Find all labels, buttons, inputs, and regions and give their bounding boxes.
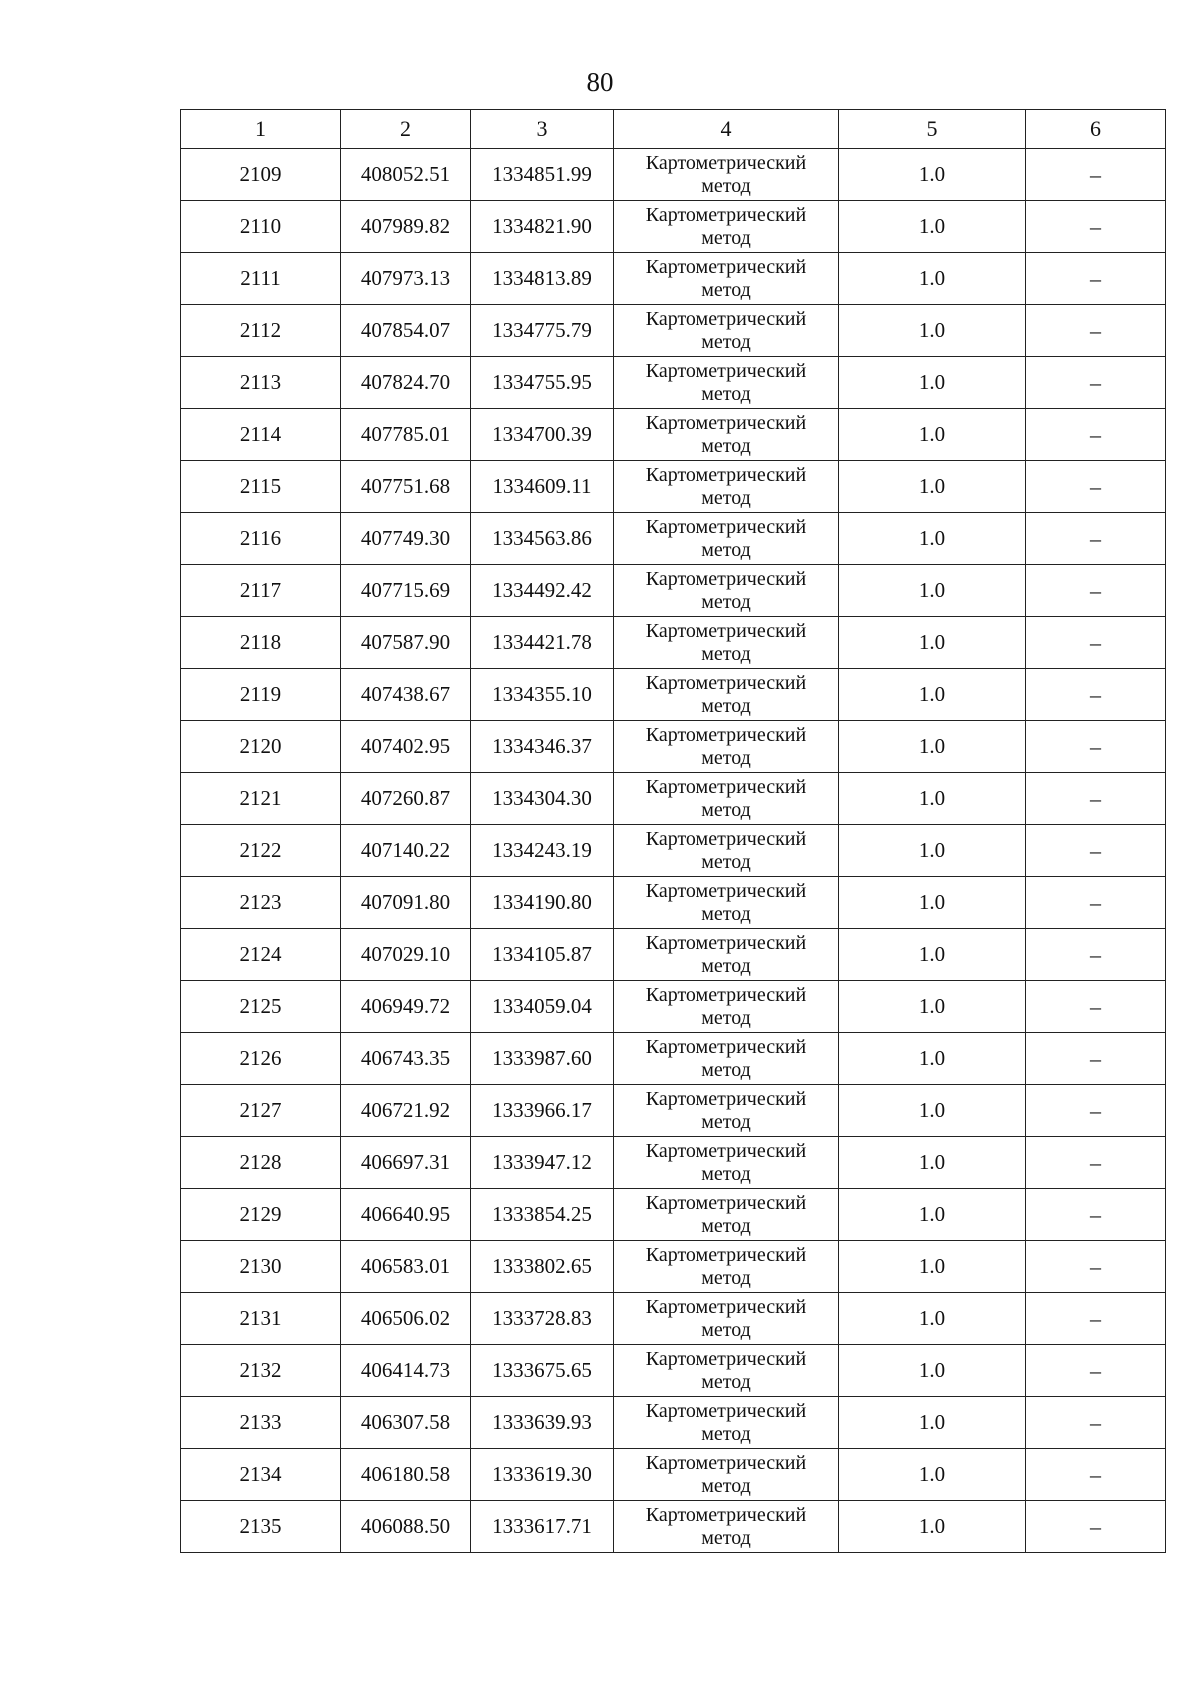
method-text-line2: метод bbox=[701, 1318, 751, 1341]
method-text-line2: метод bbox=[701, 1110, 751, 1133]
table-row bbox=[181, 773, 1166, 825]
table-row bbox=[181, 1501, 1166, 1553]
note-cell: – bbox=[1026, 669, 1166, 721]
point-number-cell: 2116 bbox=[181, 513, 341, 565]
method-text-line1: Картометрический bbox=[645, 359, 807, 382]
x-coordinate-cell: 406307.58 bbox=[341, 1397, 471, 1449]
x-coordinate-cell: 407989.82 bbox=[341, 201, 471, 253]
y-coordinate-cell: 1333987.60 bbox=[471, 1033, 614, 1085]
method-text-line2: метод bbox=[701, 174, 751, 197]
note-cell: – bbox=[1026, 149, 1166, 201]
method-cell bbox=[614, 201, 839, 253]
note-cell: – bbox=[1026, 1033, 1166, 1085]
x-coordinate-cell: 407140.22 bbox=[341, 825, 471, 877]
table-row bbox=[181, 617, 1166, 669]
method-text-line1: Картометрический bbox=[645, 1243, 807, 1266]
method-cell bbox=[614, 1293, 839, 1345]
accuracy-cell: 1.0 bbox=[839, 1345, 1026, 1397]
table-row bbox=[181, 513, 1166, 565]
accuracy-cell: 1.0 bbox=[839, 461, 1026, 513]
table-row bbox=[181, 1189, 1166, 1241]
y-coordinate-cell: 1334059.04 bbox=[471, 981, 614, 1033]
method-cell bbox=[614, 149, 839, 201]
accuracy-cell: 1.0 bbox=[839, 1241, 1026, 1293]
method-text-line2: метод bbox=[701, 1006, 751, 1029]
x-coordinate-cell: 407715.69 bbox=[341, 565, 471, 617]
y-coordinate-cell: 1334700.39 bbox=[471, 409, 614, 461]
note-cell: – bbox=[1026, 1397, 1166, 1449]
note-cell: – bbox=[1026, 1501, 1166, 1553]
point-number-cell: 2127 bbox=[181, 1085, 341, 1137]
accuracy-cell: 1.0 bbox=[839, 409, 1026, 461]
table-row bbox=[181, 877, 1166, 929]
y-coordinate-cell: 1333966.17 bbox=[471, 1085, 614, 1137]
method-cell bbox=[614, 981, 839, 1033]
method-cell bbox=[614, 669, 839, 721]
method-cell bbox=[614, 565, 839, 617]
method-cell bbox=[614, 1085, 839, 1137]
accuracy-cell: 1.0 bbox=[839, 1137, 1026, 1189]
method-text-line2: метод bbox=[701, 330, 751, 353]
method-cell bbox=[614, 825, 839, 877]
accuracy-cell: 1.0 bbox=[839, 1293, 1026, 1345]
table-row bbox=[181, 1085, 1166, 1137]
method-text-line2: метод bbox=[701, 1266, 751, 1289]
accuracy-cell: 1.0 bbox=[839, 1085, 1026, 1137]
note-cell: – bbox=[1026, 357, 1166, 409]
x-coordinate-cell: 407402.95 bbox=[341, 721, 471, 773]
point-number-cell: 2117 bbox=[181, 565, 341, 617]
table-row bbox=[181, 721, 1166, 773]
x-coordinate-cell: 406721.92 bbox=[341, 1085, 471, 1137]
y-coordinate-cell: 1333639.93 bbox=[471, 1397, 614, 1449]
table-row bbox=[181, 1345, 1166, 1397]
point-number-cell: 2110 bbox=[181, 201, 341, 253]
x-coordinate-cell: 406180.58 bbox=[341, 1449, 471, 1501]
point-number-cell: 2124 bbox=[181, 929, 341, 981]
table-header-row bbox=[181, 110, 1166, 149]
y-coordinate-cell: 1333947.12 bbox=[471, 1137, 614, 1189]
y-coordinate-cell: 1334105.87 bbox=[471, 929, 614, 981]
note-cell: – bbox=[1026, 513, 1166, 565]
method-cell bbox=[614, 617, 839, 669]
y-coordinate-cell: 1334243.19 bbox=[471, 825, 614, 877]
point-number-cell: 2109 bbox=[181, 149, 341, 201]
method-text-line2: метод bbox=[701, 538, 751, 561]
accuracy-cell: 1.0 bbox=[839, 669, 1026, 721]
note-cell: – bbox=[1026, 1293, 1166, 1345]
table-row bbox=[181, 1293, 1166, 1345]
note-cell: – bbox=[1026, 1241, 1166, 1293]
x-coordinate-cell: 406743.35 bbox=[341, 1033, 471, 1085]
point-number-cell: 2113 bbox=[181, 357, 341, 409]
note-cell: – bbox=[1026, 877, 1166, 929]
method-text-line1: Картометрический bbox=[645, 515, 807, 538]
method-text-line2: метод bbox=[701, 278, 751, 301]
method-cell bbox=[614, 773, 839, 825]
method-cell bbox=[614, 929, 839, 981]
table-row bbox=[181, 1241, 1166, 1293]
note-cell: – bbox=[1026, 565, 1166, 617]
y-coordinate-cell: 1334609.11 bbox=[471, 461, 614, 513]
page-number: 80 bbox=[586, 67, 614, 97]
method-text-line2: метод bbox=[701, 850, 751, 873]
table-row bbox=[181, 201, 1166, 253]
method-text-line2: метод bbox=[701, 902, 751, 925]
method-text-line1: Картометрический bbox=[645, 723, 807, 746]
y-coordinate-cell: 1334492.42 bbox=[471, 565, 614, 617]
method-text-line1: Картометрический bbox=[645, 1139, 807, 1162]
accuracy-cell: 1.0 bbox=[839, 1033, 1026, 1085]
x-coordinate-cell: 406640.95 bbox=[341, 1189, 471, 1241]
method-cell bbox=[614, 1449, 839, 1501]
y-coordinate-cell: 1334851.99 bbox=[471, 149, 614, 201]
table-row bbox=[181, 1137, 1166, 1189]
column-header: 1 bbox=[181, 110, 341, 149]
point-number-cell: 2128 bbox=[181, 1137, 341, 1189]
note-cell: – bbox=[1026, 1449, 1166, 1501]
point-number-cell: 2118 bbox=[181, 617, 341, 669]
method-text-line2: метод bbox=[701, 1526, 751, 1549]
method-text-line1: Картометрический bbox=[645, 1035, 807, 1058]
accuracy-cell: 1.0 bbox=[839, 617, 1026, 669]
accuracy-cell: 1.0 bbox=[839, 305, 1026, 357]
method-text-line2: метод bbox=[701, 642, 751, 665]
point-number-cell: 2133 bbox=[181, 1397, 341, 1449]
method-text-line1: Картометрический bbox=[645, 463, 807, 486]
note-cell: – bbox=[1026, 1345, 1166, 1397]
x-coordinate-cell: 406088.50 bbox=[341, 1501, 471, 1553]
x-coordinate-cell: 407751.68 bbox=[341, 461, 471, 513]
note-cell: – bbox=[1026, 773, 1166, 825]
method-text-line1: Картометрический bbox=[645, 671, 807, 694]
method-text-line2: метод bbox=[701, 746, 751, 769]
method-text-line1: Картометрический bbox=[645, 1399, 807, 1422]
x-coordinate-cell: 407749.30 bbox=[341, 513, 471, 565]
method-text-line1: Картометрический bbox=[645, 931, 807, 954]
accuracy-cell: 1.0 bbox=[839, 513, 1026, 565]
accuracy-cell: 1.0 bbox=[839, 201, 1026, 253]
point-number-cell: 2122 bbox=[181, 825, 341, 877]
x-coordinate-cell: 406414.73 bbox=[341, 1345, 471, 1397]
accuracy-cell: 1.0 bbox=[839, 929, 1026, 981]
column-header: 4 bbox=[614, 110, 839, 149]
coordinates-table bbox=[180, 109, 1166, 1553]
table-row bbox=[181, 981, 1166, 1033]
method-cell bbox=[614, 1501, 839, 1553]
accuracy-cell: 1.0 bbox=[839, 981, 1026, 1033]
method-text-line2: метод bbox=[701, 1474, 751, 1497]
y-coordinate-cell: 1334563.86 bbox=[471, 513, 614, 565]
method-text-line2: метод bbox=[701, 1214, 751, 1237]
method-text-line2: метод bbox=[701, 1422, 751, 1445]
accuracy-cell: 1.0 bbox=[839, 253, 1026, 305]
method-text-line1: Картометрический bbox=[645, 827, 807, 850]
method-text-line2: метод bbox=[701, 486, 751, 509]
table-row bbox=[181, 565, 1166, 617]
x-coordinate-cell: 407260.87 bbox=[341, 773, 471, 825]
x-coordinate-cell: 407438.67 bbox=[341, 669, 471, 721]
accuracy-cell: 1.0 bbox=[839, 825, 1026, 877]
x-coordinate-cell: 407854.07 bbox=[341, 305, 471, 357]
method-cell bbox=[614, 305, 839, 357]
table-row bbox=[181, 461, 1166, 513]
accuracy-cell: 1.0 bbox=[839, 773, 1026, 825]
y-coordinate-cell: 1333728.83 bbox=[471, 1293, 614, 1345]
table-row bbox=[181, 669, 1166, 721]
x-coordinate-cell: 407091.80 bbox=[341, 877, 471, 929]
point-number-cell: 2112 bbox=[181, 305, 341, 357]
method-text-line2: метод bbox=[701, 590, 751, 613]
method-text-line1: Картометрический bbox=[645, 619, 807, 642]
y-coordinate-cell: 1334813.89 bbox=[471, 253, 614, 305]
column-header: 5 bbox=[839, 110, 1026, 149]
method-cell bbox=[614, 1033, 839, 1085]
point-number-cell: 2130 bbox=[181, 1241, 341, 1293]
note-cell: – bbox=[1026, 617, 1166, 669]
method-text-line2: метод bbox=[701, 1370, 751, 1393]
note-cell: – bbox=[1026, 253, 1166, 305]
x-coordinate-cell: 406697.31 bbox=[341, 1137, 471, 1189]
x-coordinate-cell: 407587.90 bbox=[341, 617, 471, 669]
method-cell bbox=[614, 253, 839, 305]
point-number-cell: 2125 bbox=[181, 981, 341, 1033]
column-header: 2 bbox=[341, 110, 471, 149]
y-coordinate-cell: 1333802.65 bbox=[471, 1241, 614, 1293]
point-number-cell: 2129 bbox=[181, 1189, 341, 1241]
method-cell bbox=[614, 1397, 839, 1449]
method-text-line2: метод bbox=[701, 954, 751, 977]
note-cell: – bbox=[1026, 981, 1166, 1033]
point-number-cell: 2114 bbox=[181, 409, 341, 461]
y-coordinate-cell: 1333619.30 bbox=[471, 1449, 614, 1501]
note-cell: – bbox=[1026, 1085, 1166, 1137]
method-text-line1: Картометрический bbox=[645, 1191, 807, 1214]
note-cell: – bbox=[1026, 409, 1166, 461]
method-text-line1: Картометрический bbox=[645, 1503, 807, 1526]
method-text-line2: метод bbox=[701, 382, 751, 405]
table-row bbox=[181, 825, 1166, 877]
point-number-cell: 2134 bbox=[181, 1449, 341, 1501]
point-number-cell: 2119 bbox=[181, 669, 341, 721]
method-text-line2: метод bbox=[701, 226, 751, 249]
point-number-cell: 2131 bbox=[181, 1293, 341, 1345]
method-text-line1: Картометрический bbox=[645, 255, 807, 278]
method-text-line2: метод bbox=[701, 1162, 751, 1185]
x-coordinate-cell: 406949.72 bbox=[341, 981, 471, 1033]
table-body bbox=[181, 149, 1166, 1553]
method-cell bbox=[614, 461, 839, 513]
table-row bbox=[181, 1397, 1166, 1449]
x-coordinate-cell: 407824.70 bbox=[341, 357, 471, 409]
point-number-cell: 2126 bbox=[181, 1033, 341, 1085]
accuracy-cell: 1.0 bbox=[839, 565, 1026, 617]
y-coordinate-cell: 1334346.37 bbox=[471, 721, 614, 773]
method-cell bbox=[614, 1189, 839, 1241]
method-text-line1: Картометрический bbox=[645, 307, 807, 330]
method-cell bbox=[614, 877, 839, 929]
table-row bbox=[181, 929, 1166, 981]
method-cell bbox=[614, 409, 839, 461]
note-cell: – bbox=[1026, 825, 1166, 877]
accuracy-cell: 1.0 bbox=[839, 1501, 1026, 1553]
accuracy-cell: 1.0 bbox=[839, 149, 1026, 201]
y-coordinate-cell: 1334755.95 bbox=[471, 357, 614, 409]
note-cell: – bbox=[1026, 461, 1166, 513]
note-cell: – bbox=[1026, 201, 1166, 253]
y-coordinate-cell: 1333617.71 bbox=[471, 1501, 614, 1553]
x-coordinate-cell: 407785.01 bbox=[341, 409, 471, 461]
method-text-line1: Картометрический bbox=[645, 1087, 807, 1110]
y-coordinate-cell: 1333675.65 bbox=[471, 1345, 614, 1397]
note-cell: – bbox=[1026, 305, 1166, 357]
method-text-line1: Картометрический bbox=[645, 411, 807, 434]
table-row bbox=[181, 305, 1166, 357]
note-cell: – bbox=[1026, 929, 1166, 981]
note-cell: – bbox=[1026, 1137, 1166, 1189]
method-text-line1: Картометрический bbox=[645, 203, 807, 226]
point-number-cell: 2135 bbox=[181, 1501, 341, 1553]
method-text-line1: Картометрический bbox=[645, 151, 807, 174]
note-cell: – bbox=[1026, 1189, 1166, 1241]
point-number-cell: 2115 bbox=[181, 461, 341, 513]
point-number-cell: 2121 bbox=[181, 773, 341, 825]
method-text-line1: Картометрический bbox=[645, 879, 807, 902]
method-text-line1: Картометрический bbox=[645, 1295, 807, 1318]
method-cell bbox=[614, 1345, 839, 1397]
y-coordinate-cell: 1334190.80 bbox=[471, 877, 614, 929]
table-row bbox=[181, 1033, 1166, 1085]
table-row bbox=[181, 1449, 1166, 1501]
method-text-line1: Картометрический bbox=[645, 775, 807, 798]
method-cell bbox=[614, 721, 839, 773]
point-number-cell: 2111 bbox=[181, 253, 341, 305]
method-text-line2: метод bbox=[701, 1058, 751, 1081]
y-coordinate-cell: 1334821.90 bbox=[471, 201, 614, 253]
method-text-line2: метод bbox=[701, 798, 751, 821]
note-cell: – bbox=[1026, 721, 1166, 773]
table-row bbox=[181, 253, 1166, 305]
y-coordinate-cell: 1334304.30 bbox=[471, 773, 614, 825]
accuracy-cell: 1.0 bbox=[839, 1397, 1026, 1449]
method-cell bbox=[614, 513, 839, 565]
point-number-cell: 2120 bbox=[181, 721, 341, 773]
method-text-line2: метод bbox=[701, 434, 751, 457]
y-coordinate-cell: 1334775.79 bbox=[471, 305, 614, 357]
method-text-line2: метод bbox=[701, 694, 751, 717]
method-cell bbox=[614, 1241, 839, 1293]
accuracy-cell: 1.0 bbox=[839, 1189, 1026, 1241]
column-header: 3 bbox=[471, 110, 614, 149]
method-cell bbox=[614, 357, 839, 409]
method-text-line1: Картометрический bbox=[645, 983, 807, 1006]
y-coordinate-cell: 1334421.78 bbox=[471, 617, 614, 669]
x-coordinate-cell: 406583.01 bbox=[341, 1241, 471, 1293]
x-coordinate-cell: 407973.13 bbox=[341, 253, 471, 305]
point-number-cell: 2132 bbox=[181, 1345, 341, 1397]
method-cell bbox=[614, 1137, 839, 1189]
y-coordinate-cell: 1333854.25 bbox=[471, 1189, 614, 1241]
method-text-line1: Картометрический bbox=[645, 1451, 807, 1474]
y-coordinate-cell: 1334355.10 bbox=[471, 669, 614, 721]
x-coordinate-cell: 407029.10 bbox=[341, 929, 471, 981]
column-header: 6 bbox=[1026, 110, 1166, 149]
table-row bbox=[181, 357, 1166, 409]
point-number-cell: 2123 bbox=[181, 877, 341, 929]
accuracy-cell: 1.0 bbox=[839, 721, 1026, 773]
method-text-line1: Картометрический bbox=[645, 1347, 807, 1370]
accuracy-cell: 1.0 bbox=[839, 877, 1026, 929]
method-text-line1: Картометрический bbox=[645, 567, 807, 590]
table-row bbox=[181, 409, 1166, 461]
accuracy-cell: 1.0 bbox=[839, 1449, 1026, 1501]
accuracy-cell: 1.0 bbox=[839, 357, 1026, 409]
x-coordinate-cell: 408052.51 bbox=[341, 149, 471, 201]
x-coordinate-cell: 406506.02 bbox=[341, 1293, 471, 1345]
table-row bbox=[181, 149, 1166, 201]
